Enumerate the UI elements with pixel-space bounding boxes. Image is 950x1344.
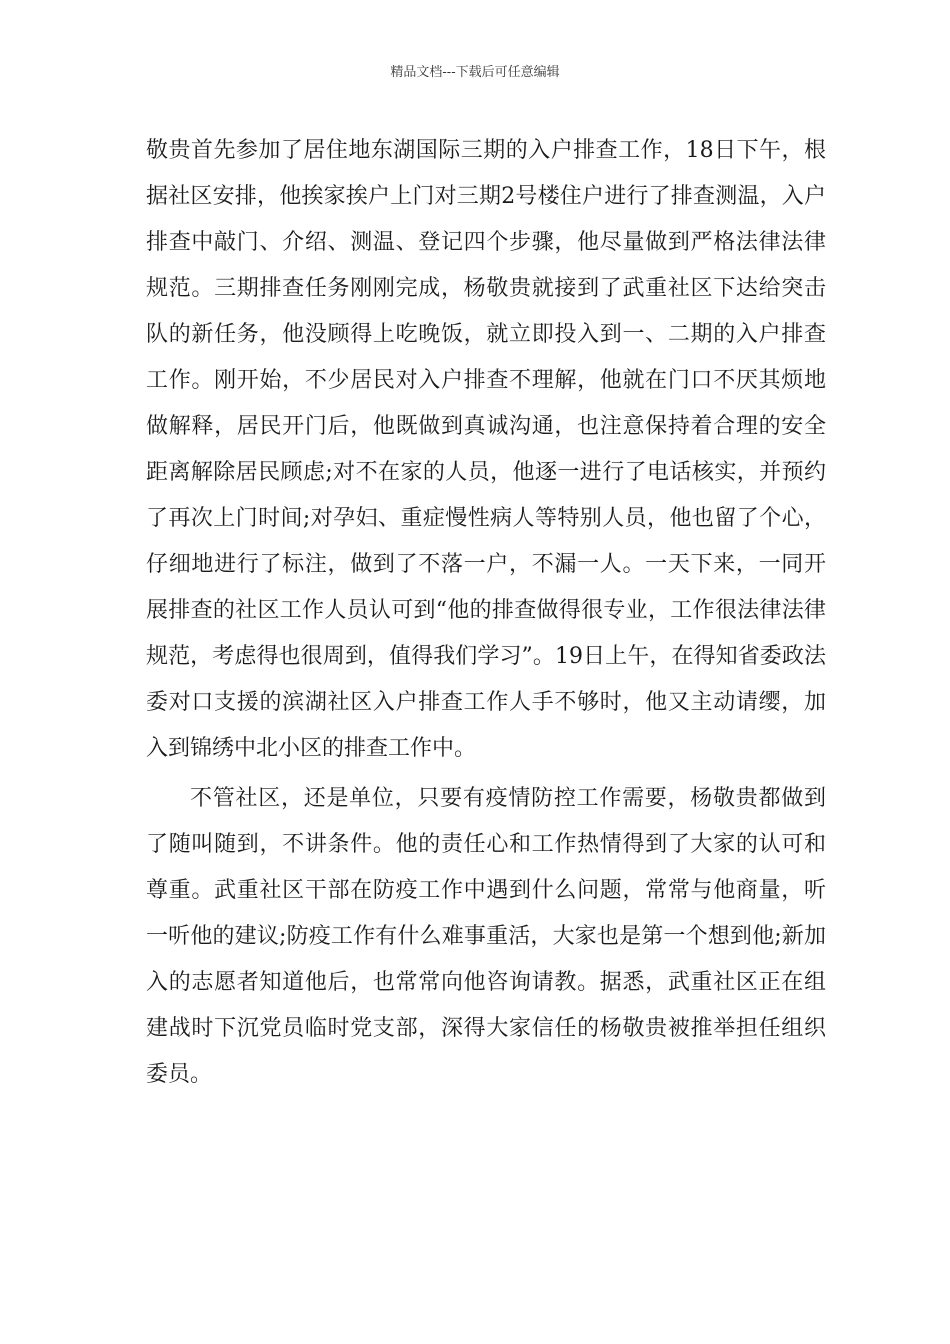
paragraph-continuation: 敬贵首先参加了居住地东湖国际三期的入户排查工作，18日下午，根据社区安排，他挨家挨户上门对三期2号楼住户进行了排查测温，入户排查中敲门、介绍、测温、登记四个步骤，他尽量做到严格法律法律规范。三期排查任务刚刚完成，杨敬贵就接到了武重社区下达给突击队的新任务，他没顾得上吃晚饭，就立即投入到一、二期的入户排查工作。刚开始，不少居民对入户排查不理解，他就在门口不厌其烦地做解释，居民开门后，他既做到真诚沟通，也注意保持着合理的安全距离解除居民顾虑;对不在家的人员，他逐一进行了电话核实，并预约了再次上门时间;对孕妇、重症慢性病人等特别人员，他也留了个心，仔细地进行了标注，做到了不落一户，不漏一人。一天下来，一同开展排查的社区工作人员认可到“他的排查做得很专业，工作很法律法律规范，考虑得也很周到，值得我们学习”。19日上午，在得知省委政法委对口支援的滨湖社区入户排查工作人手不够时，他又主动请缨，加入到锦绣中北小区的排查工作中。 <box>146 138 826 761</box>
document-body <box>146 128 826 1098</box>
page-header: 精品文档---下载后可任意编辑 <box>390 65 560 80</box>
paragraph: 不管社区，还是单位，只要有疫情防控工作需要，杨敬贵都做到了随叫随到，不讲条件。他的责任心和工作热情得到了大家的认可和尊重。武重社区干部在防疫工作中遇到什么问题，常常与他商量，听一听他的建议;防疫工作有什么难事重活，大家也是第一个想到他;新加入的志愿者知道他后，也常常向他咨询请教。据悉，武重社区正在组建战时下沉党员临时党支部，深得大家信任的杨敬贵被推举担任组织委员。 <box>146 786 826 1087</box>
